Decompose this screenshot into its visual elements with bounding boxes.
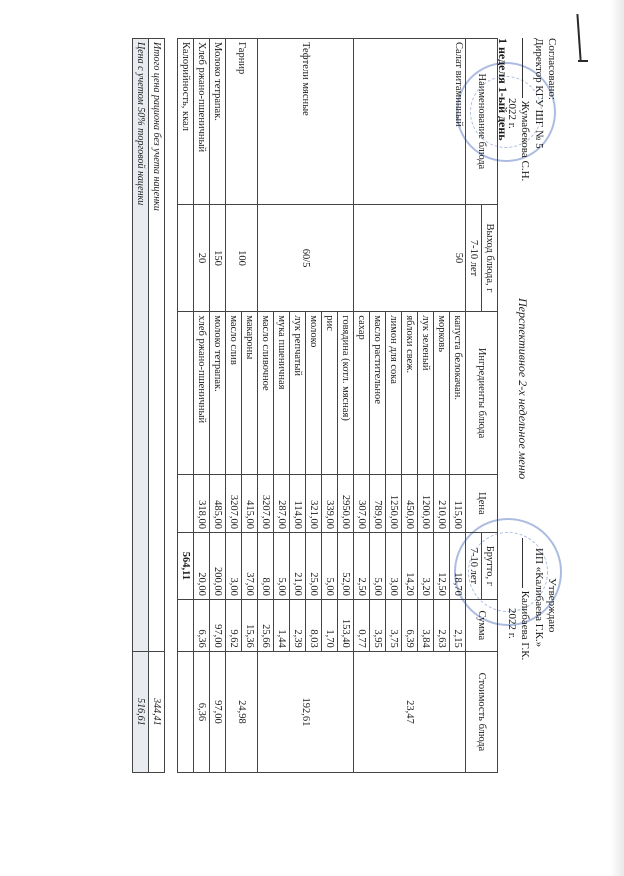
spacer-row bbox=[165, 39, 178, 773]
total-markup-label: Цена с учетом 50% торговой наценки bbox=[133, 39, 149, 652]
menu-title: Перспективное 2-х недельное меню bbox=[516, 298, 530, 480]
total-row bbox=[149, 39, 165, 773]
sum: 3,84 bbox=[418, 599, 434, 651]
header-sum: Сумма bbox=[466, 599, 498, 651]
dish-portion: 50 bbox=[354, 204, 466, 312]
table-row bbox=[450, 39, 466, 773]
gross: 52,00 bbox=[338, 532, 354, 599]
table-row bbox=[210, 39, 226, 773]
price: 210,00 bbox=[434, 474, 450, 532]
price: 318,00 bbox=[194, 474, 210, 532]
dish-name: Хлеб ржано-пшеничный bbox=[194, 39, 210, 205]
gross: 5,00 bbox=[274, 532, 290, 599]
price: 2950,00 bbox=[338, 474, 354, 532]
total-markup-row bbox=[133, 39, 149, 773]
total-label: Итого цена рациона без учета наценки bbox=[149, 39, 165, 652]
rotated-document-page bbox=[38, 38, 558, 808]
ingredient: масло растительное bbox=[370, 312, 386, 474]
ingredient: масло слив bbox=[226, 312, 242, 474]
age-gross: 7-10 лет bbox=[466, 532, 482, 599]
sum: 6,39 bbox=[402, 599, 418, 651]
agreed-label: Согласовано: bbox=[546, 38, 558, 100]
total-value: 344,41 bbox=[149, 651, 165, 772]
sum: 9,62 bbox=[226, 599, 242, 651]
dish-portion: 20 bbox=[194, 204, 210, 312]
price: 1250,00 bbox=[386, 474, 402, 532]
approver-name-line bbox=[519, 498, 534, 728]
ingredient: молоко тетрапак. bbox=[210, 312, 226, 474]
price: 339,00 bbox=[322, 474, 338, 532]
sum: 2,39 bbox=[290, 599, 306, 651]
age-portion: 7-10 лет bbox=[466, 204, 482, 312]
gross: 12,50 bbox=[434, 532, 450, 599]
price: 115,00 bbox=[450, 474, 466, 532]
dish-name: Гарнир bbox=[226, 39, 258, 205]
gross: 20,00 bbox=[194, 532, 210, 599]
ingredient: молоко bbox=[306, 312, 322, 474]
ingredient: лук зеленый bbox=[418, 312, 434, 474]
price: 114,00 bbox=[290, 474, 306, 532]
dish-name: Тефтели мясные bbox=[258, 39, 354, 205]
gross: 3,00 bbox=[226, 532, 242, 599]
ingredient: яблоки свеж. bbox=[402, 312, 418, 474]
ingredient: масло сливочное bbox=[258, 312, 274, 474]
gross: 21,00 bbox=[290, 532, 306, 599]
price: 415,00 bbox=[242, 474, 258, 532]
sum: 25,66 bbox=[258, 599, 274, 651]
gross: 2,50 bbox=[354, 532, 370, 599]
week-day-label: 1 неделя 1-ый день bbox=[496, 38, 510, 141]
price: 3207,00 bbox=[226, 474, 242, 532]
price: 789,00 bbox=[370, 474, 386, 532]
director-position: Директор КГУ ШГ № 5 bbox=[533, 38, 546, 149]
sum: 2,63 bbox=[434, 599, 450, 651]
sum: 3,75 bbox=[386, 599, 402, 651]
price: 307,00 bbox=[354, 474, 370, 532]
dish-cost: 6,36 bbox=[194, 651, 210, 772]
price: 450,00 bbox=[402, 474, 418, 532]
table-header-row bbox=[482, 39, 498, 773]
table-row bbox=[194, 39, 210, 773]
approval-year: 2022 г. bbox=[506, 608, 519, 639]
gross: 14,20 bbox=[402, 532, 418, 599]
gross: 8,00 bbox=[258, 532, 274, 599]
agreement-block bbox=[506, 38, 558, 268]
ingredient: лимон для сока bbox=[386, 312, 402, 474]
dish-name: Молоко тетрапак. bbox=[210, 39, 226, 205]
dish-portion: 60/5 bbox=[258, 204, 354, 312]
dish-portion: 150 bbox=[210, 204, 226, 312]
gross: 3,20 bbox=[418, 532, 434, 599]
sum: 6,36 bbox=[194, 599, 210, 651]
ingredient: хлеб ржано-пшеничный bbox=[194, 312, 210, 474]
gross: 5,00 bbox=[322, 532, 338, 599]
sum: 8,03 bbox=[306, 599, 322, 651]
price: 485,00 bbox=[210, 474, 226, 532]
sum: 1,70 bbox=[322, 599, 338, 651]
sum: 0,77 bbox=[354, 599, 370, 651]
header-cost: Стоимость блюда bbox=[466, 651, 498, 772]
dish-cost: 192,61 bbox=[258, 651, 354, 772]
header-price: Цена bbox=[466, 474, 498, 532]
ingredient: сахар bbox=[354, 312, 370, 474]
header-gross: Брутто, г bbox=[482, 532, 498, 599]
calories-row bbox=[178, 39, 194, 773]
gross: 3,00 bbox=[386, 532, 402, 599]
price: 3207,00 bbox=[258, 474, 274, 532]
menu-table bbox=[132, 38, 498, 773]
approver-position: ИП «Калибаева Г.К.» bbox=[533, 548, 546, 648]
agreement-year: 2022 г. bbox=[506, 98, 519, 129]
ingredient: мука пшеничная bbox=[274, 312, 290, 474]
calories-label: Калорийность, ккал bbox=[178, 39, 194, 205]
gross: 25,00 bbox=[306, 532, 322, 599]
scan-edge-shade bbox=[610, 0, 624, 876]
dish-portion: 100 bbox=[226, 204, 258, 312]
sum: 1,44 bbox=[274, 599, 290, 651]
header-ingredients: Ингредиенты блюда bbox=[466, 312, 498, 474]
price: 321,00 bbox=[306, 474, 322, 532]
pen-mark bbox=[576, 14, 581, 60]
dish-cost: 24,98 bbox=[226, 651, 258, 772]
ingredient: макароны bbox=[242, 312, 258, 474]
gross: 37,00 bbox=[242, 532, 258, 599]
pen-mark bbox=[578, 60, 588, 62]
calories-value: 564,11 bbox=[178, 532, 194, 599]
approver-name: Калибаева Г.К. bbox=[519, 590, 531, 661]
table-row bbox=[242, 39, 258, 773]
dish-cost: 23,47 bbox=[354, 651, 466, 772]
gross: 200,00 bbox=[210, 532, 226, 599]
dish-name: Салат витаминный bbox=[354, 39, 466, 205]
price: 1200,00 bbox=[418, 474, 434, 532]
sum: 153,40 bbox=[338, 599, 354, 651]
ingredient: рис bbox=[322, 312, 338, 474]
approved-label: Утверждаю bbox=[546, 578, 558, 633]
price: 287,00 bbox=[274, 474, 290, 532]
sum: 15,36 bbox=[242, 599, 258, 651]
total-markup-value: 516,61 bbox=[133, 651, 149, 772]
gross: 5,00 bbox=[370, 532, 386, 599]
sum: 97,00 bbox=[210, 599, 226, 651]
sum: 2,15 bbox=[450, 599, 466, 651]
ingredient: говядина (котл. мясная) bbox=[338, 312, 354, 474]
ingredient: лук репчатый bbox=[290, 312, 306, 474]
table-row bbox=[338, 39, 354, 773]
director-name-line bbox=[519, 38, 534, 268]
dish-cost: 97,00 bbox=[210, 651, 226, 772]
ingredient: капуста белокачан. bbox=[450, 312, 466, 474]
approval-block bbox=[506, 498, 558, 728]
gross: 18,70 bbox=[450, 532, 466, 599]
ingredient: морковь bbox=[434, 312, 450, 474]
sum: 3,95 bbox=[370, 599, 386, 651]
header-portion: Выход блюда, г bbox=[482, 204, 498, 312]
header-dish: Наименование блюда bbox=[466, 39, 498, 205]
director-name: Жумабекова С.Н. bbox=[519, 100, 531, 182]
